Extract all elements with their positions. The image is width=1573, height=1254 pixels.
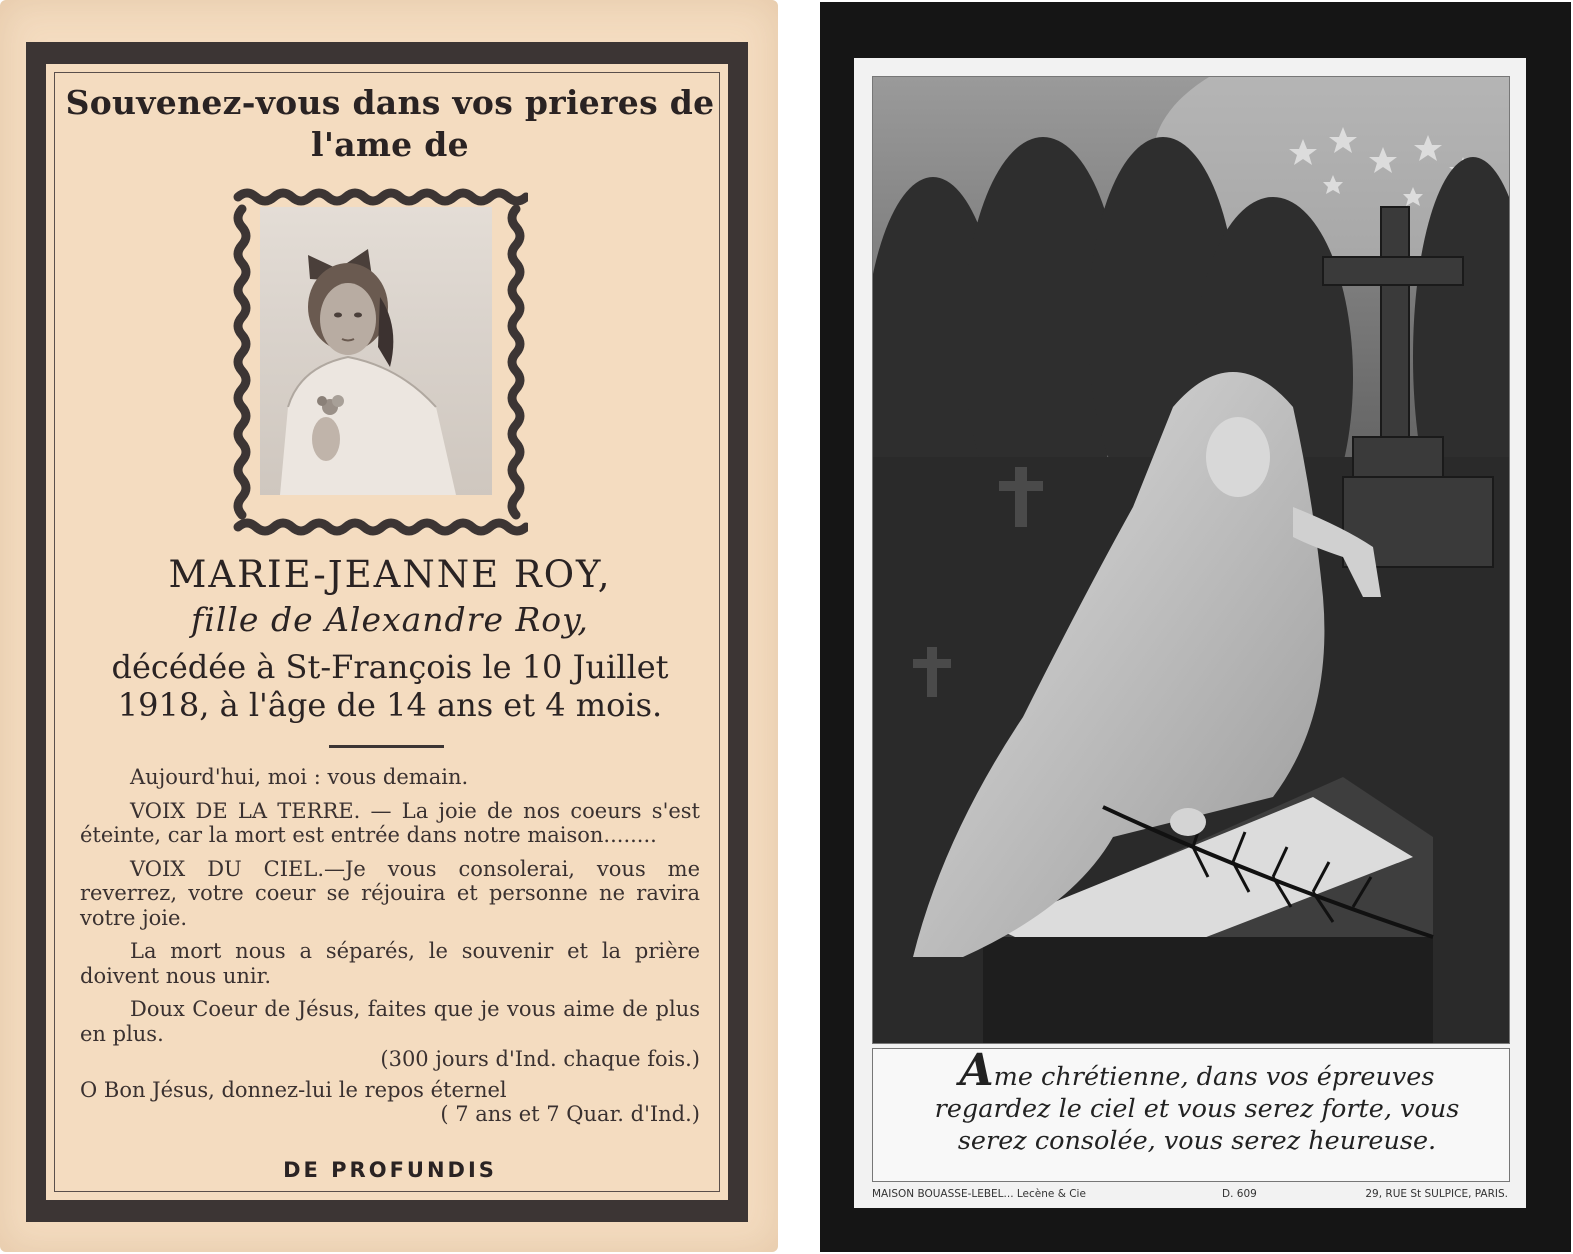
girl-portrait-icon (260, 207, 492, 495)
mourning-woman-engraving (872, 76, 1510, 1044)
prayer-header (60, 82, 720, 166)
death-line-1: décédée à St-François le 10 Juillet (111, 648, 669, 686)
verse-text (897, 1045, 1497, 1157)
devotional-card-right (820, 2, 1571, 1252)
prayer-repos: O Bon Jésus, donnez-lui le repos éternel (80, 1077, 507, 1102)
grave-scene-icon (873, 77, 1509, 1043)
girl-portrait-photo (260, 207, 492, 495)
publisher-reference: D. 609 (1222, 1188, 1257, 1200)
deceased-father: fille de Alexandre Roy, (191, 600, 589, 639)
card-inner-panel (854, 58, 1526, 1208)
death-details (60, 648, 720, 724)
portrait-frame (230, 185, 528, 539)
indulgence-note: ( 7 ans et 7 Quar. d'Ind.) (440, 1102, 700, 1126)
de-profundis-footer: DE PROFUNDIS (283, 1158, 497, 1182)
prayer-sacre-coeur: Doux Coeur de Jésus, faites que je vous aime de plus en plus. (80, 997, 700, 1046)
indulgence-note: (300 jours d'Ind. chaque fois.) (380, 1047, 700, 1071)
memorial-card-left (0, 0, 778, 1252)
prayer-voix-terre: VOIX DE LA TERRE. — La joie de nos coeurs s'est éteinte, car la mort est entrée dans notre maison........ (80, 798, 700, 847)
divider-line (329, 745, 444, 748)
publisher-name: MAISON BOUASSE-LEBEL... Lecène & Cie (872, 1188, 1086, 1200)
deceased-name: MARIE-JEANNE ROY, (168, 553, 612, 596)
verse-capital-letter: A (959, 1045, 994, 1096)
header-line-1: Souvenez-vous dans vos prieres de (65, 83, 715, 122)
verse-line-2: regardez le ciel et vous serez forte, vous (934, 1094, 1460, 1124)
verse-box (872, 1045, 1510, 1182)
publisher-address: 29, RUE St SULPICE, PARIS. (1365, 1188, 1508, 1200)
death-line-2: 1918, à l'âge de 14 ans et 4 mois. (117, 686, 663, 724)
prayer-voix-ciel: VOIX DU CIEL.—Je vous consolerai, vous me reverrez, votre coeur se réjouira et personne ne ravira votre joie. (80, 856, 700, 930)
verse-line-3: serez consolée, vous serez heureuse. (957, 1126, 1437, 1156)
prayer-line: Aujourd'hui, moi : vous demain. (130, 765, 469, 789)
prayer-body (80, 765, 700, 1133)
prayer-souvenir: La mort nous a séparés, le souvenir et la prière doivent nous unir. (80, 939, 700, 988)
publisher-line (872, 1186, 1508, 1204)
header-line-2: l'ame de (311, 125, 469, 164)
verse-line-1: Ame chrétienne, dans vos épreuves (959, 1045, 1435, 1096)
